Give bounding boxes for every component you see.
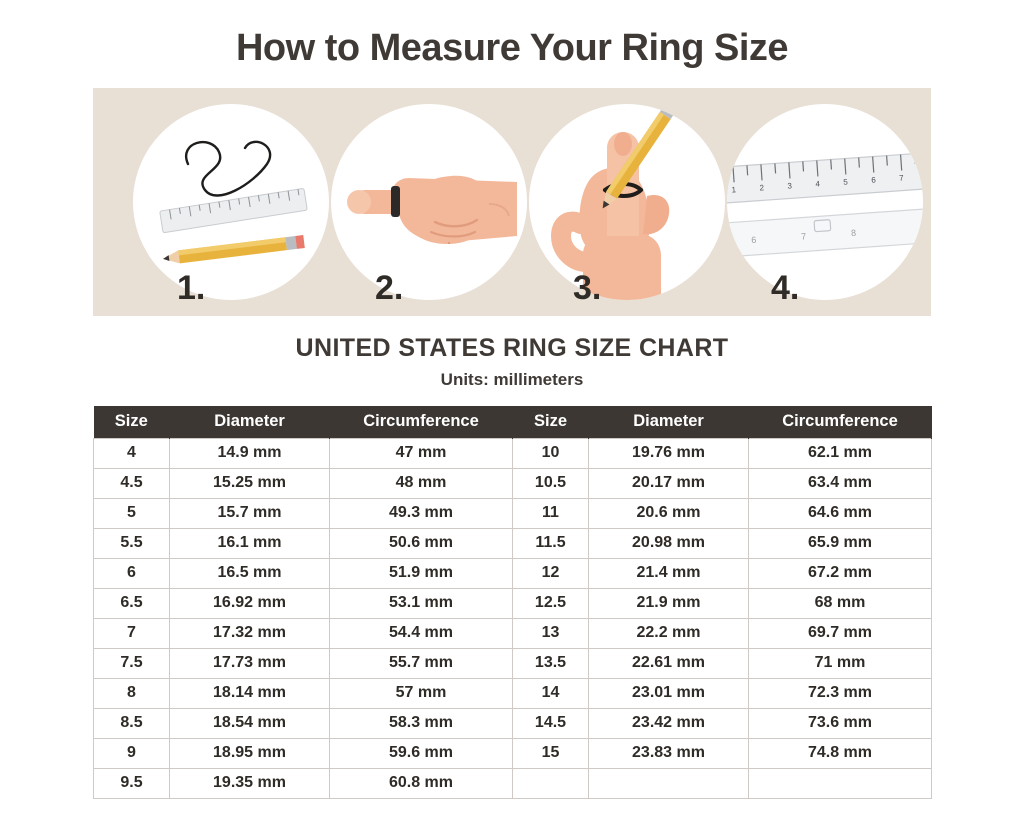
cell-circumference-left: 59.6 mm xyxy=(330,738,513,768)
cell-circumference-right: 68 mm xyxy=(749,588,932,618)
cell-circumference-left: 53.1 mm xyxy=(330,588,513,618)
svg-text:6: 6 xyxy=(870,175,877,185)
page-title: How to Measure Your Ring Size xyxy=(235,27,789,69)
cell-diameter-left: 18.14 mm xyxy=(170,678,330,708)
table-header-row xyxy=(94,406,932,438)
cell-size-left: 5.5 xyxy=(94,528,170,558)
cell-circumference-right: 67.2 mm xyxy=(749,558,932,588)
svg-text:6: 6 xyxy=(750,234,757,246)
cell-circumference-right: 73.6 mm xyxy=(749,708,932,738)
cell-circumference-left: 60.8 mm xyxy=(330,768,513,798)
cell-size-left: 9 xyxy=(94,738,170,768)
ring-size-table-wrapper xyxy=(93,406,931,799)
step-1-illustration xyxy=(133,104,329,300)
table-row xyxy=(94,558,932,588)
cell-circumference-left: 55.7 mm xyxy=(330,648,513,678)
cell-diameter-right: 20.17 mm xyxy=(589,468,749,498)
cell-diameter-left: 15.25 mm xyxy=(170,468,330,498)
column-header-diameter-right: Diameter xyxy=(589,406,749,438)
cell-size-right: 14 xyxy=(513,678,589,708)
cell-diameter-left: 18.54 mm xyxy=(170,708,330,738)
hand-marking-string-with-pencil-icon xyxy=(529,104,725,300)
cell-diameter-left: 16.92 mm xyxy=(170,588,330,618)
step-3-illustration xyxy=(529,104,725,300)
cell-circumference-right: 65.9 mm xyxy=(749,528,932,558)
svg-text:8: 8 xyxy=(850,227,857,239)
cell-diameter-right: 23.42 mm xyxy=(589,708,749,738)
cell-size-right: 11 xyxy=(513,498,589,528)
cell-size-right: 14.5 xyxy=(513,708,589,738)
cell-circumference-left: 58.3 mm xyxy=(330,708,513,738)
cell-diameter-right: 23.01 mm xyxy=(589,678,749,708)
cell-size-right: 13 xyxy=(513,618,589,648)
table-row xyxy=(94,438,932,468)
cell-size-right: 12 xyxy=(513,558,589,588)
step-3 xyxy=(529,104,725,307)
cell-size-left: 9.5 xyxy=(94,768,170,798)
cell-circumference-left: 50.6 mm xyxy=(330,528,513,558)
svg-text:3: 3 xyxy=(787,181,793,191)
svg-text:5: 5 xyxy=(843,177,849,187)
cell-circumference-left: 57 mm xyxy=(330,678,513,708)
table-row xyxy=(94,738,932,768)
cell-circumference-left: 49.3 mm xyxy=(330,498,513,528)
step-2-illustration xyxy=(331,104,527,300)
cell-diameter-left: 14.9 mm xyxy=(170,438,330,468)
cell-size-left: 7.5 xyxy=(94,648,170,678)
cell-size-right: 11.5 xyxy=(513,528,589,558)
cell-diameter-right: 23.83 mm xyxy=(589,738,749,768)
cell-diameter-right-empty xyxy=(589,768,749,798)
chart-title: UNITED STATES RING SIZE CHART xyxy=(295,334,729,362)
step-4 xyxy=(727,104,923,307)
cell-size-left: 4.5 xyxy=(94,468,170,498)
cell-size-right-empty xyxy=(513,768,589,798)
cell-size-left: 7 xyxy=(94,618,170,648)
table-row xyxy=(94,498,932,528)
svg-text:2: 2 xyxy=(759,183,765,193)
cell-circumference-left: 48 mm xyxy=(330,468,513,498)
hand-pointing-with-ring-icon xyxy=(331,104,527,300)
table-row xyxy=(94,618,932,648)
cell-diameter-left: 16.1 mm xyxy=(170,528,330,558)
cell-diameter-right: 20.6 mm xyxy=(589,498,749,528)
table-row xyxy=(94,648,932,678)
cell-diameter-right: 22.2 mm xyxy=(589,618,749,648)
table-row xyxy=(94,468,932,498)
cell-diameter-right: 21.4 mm xyxy=(589,558,749,588)
cell-size-right: 15 xyxy=(513,738,589,768)
cell-circumference-right: 64.6 mm xyxy=(749,498,932,528)
cell-diameter-right: 20.98 mm xyxy=(589,528,749,558)
cell-diameter-left: 17.32 mm xyxy=(170,618,330,648)
svg-text:7: 7 xyxy=(898,173,904,183)
cell-size-right: 10 xyxy=(513,438,589,468)
step-1-number: 1. xyxy=(177,269,206,307)
step-2 xyxy=(331,104,527,307)
table-body xyxy=(94,438,932,798)
step-1 xyxy=(133,104,329,307)
cell-diameter-right: 21.9 mm xyxy=(589,588,749,618)
step-4-illustration xyxy=(727,104,923,300)
svg-text:1: 1 xyxy=(731,185,737,195)
cell-size-left: 4 xyxy=(94,438,170,468)
cell-circumference-right: 69.7 mm xyxy=(749,618,932,648)
column-header-size-right: Size xyxy=(513,406,589,438)
cell-circumference-left: 47 mm xyxy=(330,438,513,468)
cell-diameter-left: 15.7 mm xyxy=(170,498,330,528)
step-3-number: 3. xyxy=(573,269,602,307)
table-row xyxy=(94,588,932,618)
cell-size-left: 6 xyxy=(94,558,170,588)
cell-circumference-right: 71 mm xyxy=(749,648,932,678)
table-row xyxy=(94,768,932,798)
cell-diameter-left: 18.95 mm xyxy=(170,738,330,768)
cell-circumference-right-empty xyxy=(749,768,932,798)
column-header-size-left: Size xyxy=(94,406,170,438)
step-4-number: 4. xyxy=(771,269,800,307)
table-row xyxy=(94,678,932,708)
cell-size-right: 10.5 xyxy=(513,468,589,498)
table-header xyxy=(94,406,932,438)
svg-text:4: 4 xyxy=(815,179,821,189)
cell-diameter-right: 22.61 mm xyxy=(589,648,749,678)
svg-text:7: 7 xyxy=(800,231,807,242)
cell-diameter-left: 17.73 mm xyxy=(170,648,330,678)
column-header-circumference-left: Circumference xyxy=(330,406,513,438)
cell-circumference-right: 74.8 mm xyxy=(749,738,932,768)
table-row xyxy=(94,528,932,558)
cell-circumference-right: 63.4 mm xyxy=(749,468,932,498)
ring-size-table xyxy=(93,406,932,799)
cell-circumference-right: 72.3 mm xyxy=(749,678,932,708)
cell-diameter-left: 19.35 mm xyxy=(170,768,330,798)
column-header-circumference-right: Circumference xyxy=(749,406,932,438)
cell-diameter-right: 19.76 mm xyxy=(589,438,749,468)
cell-size-left: 5 xyxy=(94,498,170,528)
cell-size-right: 12.5 xyxy=(513,588,589,618)
cell-circumference-left: 51.9 mm xyxy=(330,558,513,588)
steps-band xyxy=(93,88,931,316)
cell-size-left: 8 xyxy=(94,678,170,708)
cell-size-right: 13.5 xyxy=(513,648,589,678)
cell-circumference-left: 54.4 mm xyxy=(330,618,513,648)
cell-size-left: 8.5 xyxy=(94,708,170,738)
cell-size-left: 6.5 xyxy=(94,588,170,618)
cell-diameter-left: 16.5 mm xyxy=(170,558,330,588)
ruler-measuring-icon xyxy=(727,104,923,300)
table-row xyxy=(94,708,932,738)
column-header-diameter-left: Diameter xyxy=(170,406,330,438)
cell-circumference-right: 62.1 mm xyxy=(749,438,932,468)
step-2-number: 2. xyxy=(375,269,404,307)
string-ruler-pencil-icon xyxy=(133,104,329,300)
chart-units-label: Units: millimeters xyxy=(440,370,584,389)
